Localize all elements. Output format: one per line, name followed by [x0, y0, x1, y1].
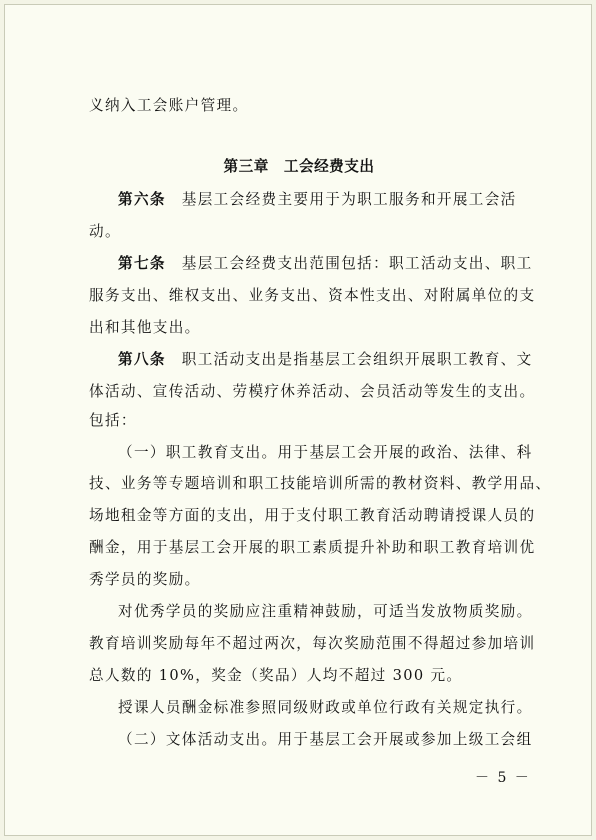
line-text: 基层工会经费支出范围包括：职工活动支出、职工 — [165, 255, 533, 272]
line-text: 对优秀学员的奖励应注重精神鼓励，可适当发放物质奖励。 — [118, 603, 533, 620]
text-line — [118, 698, 533, 718]
line-text: 出和其他支出。 — [89, 319, 201, 336]
text-line — [89, 474, 551, 494]
line-text: 场地租金等方面的支出，用于支付职工教育活动聘请授课人员的 — [89, 507, 536, 524]
text-line — [118, 443, 533, 463]
text-line — [89, 538, 535, 558]
line-text: 体活动、宣传活动、劳模疗休养活动、会员活动等发生的支出。 — [89, 383, 536, 400]
text-line — [89, 318, 201, 338]
line-text: 技、业务等专题培训和职工技能培训所需的教材资料、教学用品、 — [89, 475, 552, 492]
text-line — [89, 570, 201, 590]
line-text: 义纳入工会账户管理。 — [89, 97, 249, 114]
line-text: （一）职工教育支出。用于基层工会开展的政治、法律、科 — [118, 444, 533, 461]
article-line — [118, 190, 517, 210]
line-text: 教育培训奖励每年不超过两次，每次奖励范围不得超过参加培训 — [89, 635, 536, 652]
chapter-title: 第三章 工会经费支出 — [223, 158, 375, 175]
text-line — [89, 411, 137, 431]
text-line — [118, 730, 533, 750]
text-line — [89, 222, 121, 242]
line-text: 基层工会经费主要用于为职工服务和开展工会活 — [165, 191, 517, 208]
line-text: 酬金，用于基层工会开展的职工素质提升补助和职工教育培训优 — [89, 539, 536, 556]
line-text: 秀学员的奖励。 — [89, 571, 201, 588]
line-text: 动。 — [89, 223, 121, 240]
text-line — [118, 602, 533, 622]
line-text: 总人数的 10%，奖金（奖品）人均不超过 300 元。 — [89, 667, 463, 684]
text-line — [89, 506, 535, 526]
page-number: － 5 － — [475, 770, 531, 786]
article-line — [118, 350, 533, 370]
text-line — [89, 286, 535, 306]
text-line — [89, 96, 248, 116]
text-line — [89, 634, 535, 654]
document-page — [4, 4, 592, 836]
article-label: 第六条 — [118, 191, 166, 208]
line-text: 包括： — [89, 412, 137, 429]
article-label: 第七条 — [118, 255, 166, 272]
article-line — [118, 254, 533, 274]
line-text: （二）文体活动支出。用于基层工会开展或参加上级工会组 — [118, 731, 533, 748]
line-text: 职工活动支出是指基层工会组织开展职工教育、文 — [165, 351, 533, 368]
line-text: 授课人员酬金标准参照同级财政或单位行政有关规定执行。 — [118, 699, 533, 716]
text-line — [89, 666, 462, 686]
line-text: 服务支出、维权支出、业务支出、资本性支出、对附属单位的支 — [89, 287, 536, 304]
text-line — [89, 382, 535, 402]
article-label: 第八条 — [118, 351, 166, 368]
